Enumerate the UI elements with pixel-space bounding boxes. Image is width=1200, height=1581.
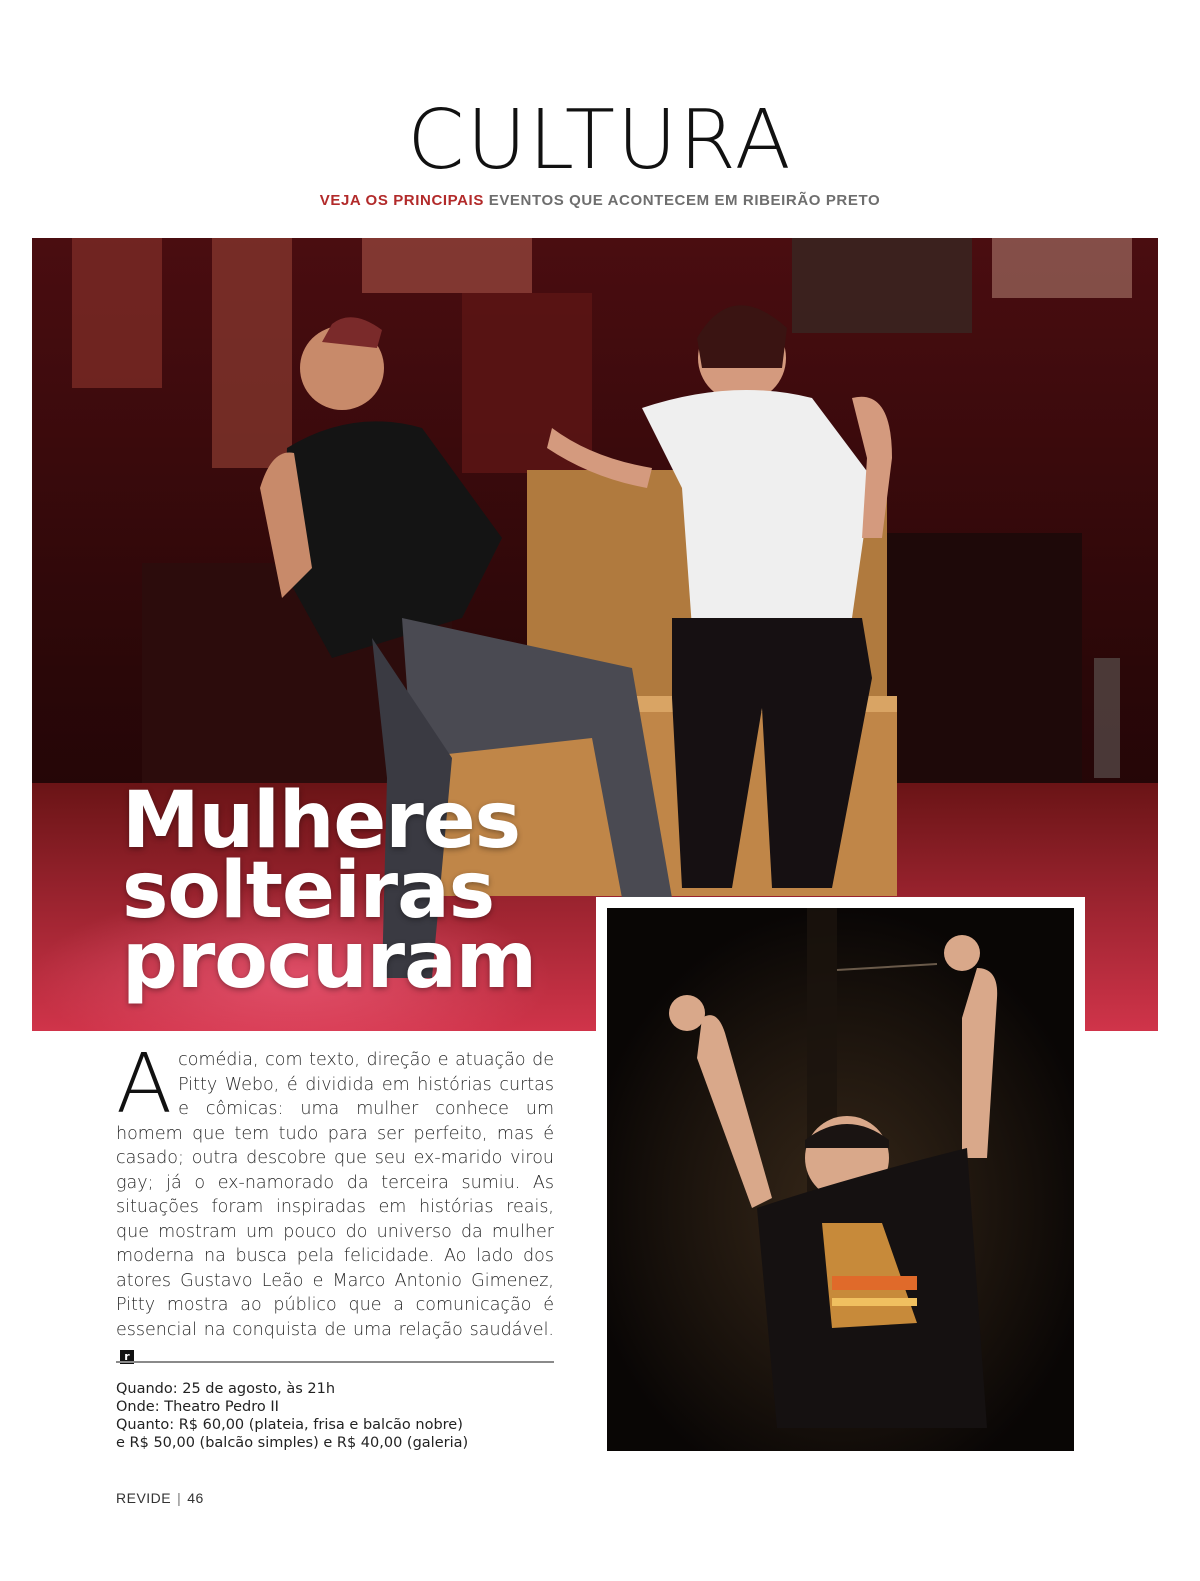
subtitle-accent: VEJA OS PRINCIPAIS	[319, 192, 484, 209]
event-info	[116, 1380, 576, 1452]
article-headline	[122, 776, 537, 1006]
drop-cap: A	[116, 1037, 173, 1132]
page-number: 46	[187, 1490, 204, 1506]
inset-photo	[607, 908, 1074, 1451]
headline-line-2: solteiras	[122, 846, 495, 936]
section-title: CULTURA	[407, 93, 793, 188]
magazine-name: REVIDE	[116, 1490, 172, 1506]
event-price-1: Quanto: R$ 60,00 (plateia, frisa e balcão nobre)	[116, 1417, 463, 1433]
event-when: Quando: 25 de agosto, às 21h	[116, 1381, 336, 1397]
footer-separator: |	[177, 1490, 182, 1506]
subtitle-rest: EVENTOS QUE ACONTECEM EM RIBEIRÃO PRETO	[488, 192, 881, 209]
headline-line-1: Mulheres	[122, 776, 521, 866]
article-body-text: comédia, com texto, direção e atuação de Pitty Webo, é dividida em histórias curtas e cômicas: uma mulher conhece um homem que tem tudo para ser perfeito, mas é casado; outra descobre que seu ex-marido virou gay; já o ex-namorado da terceira sumiu. As situações foram inspiradas em histórias reais, que mostram um pouco do universo da mulher moderna na busca pela felicidade. Ao lado dos atores Gustavo Leão e Marco Antonio Gimenez, Pitty mostra ao público que a comunicação é essencial na conquista de uma relação saudável.	[116, 1050, 554, 1340]
headline-line-3: procuram	[122, 916, 537, 1006]
performer-illustration	[607, 908, 1074, 1451]
event-where: Onde: Theatro Pedro II	[116, 1399, 279, 1415]
section-subtitle	[0, 192, 1200, 209]
article-body	[116, 1037, 554, 1367]
event-price-2: e R$ 50,00 (balcão simples) e R$ 40,00 (galeria)	[116, 1435, 469, 1451]
end-mark-icon: r	[120, 1350, 134, 1364]
info-divider	[116, 1361, 554, 1363]
page-footer	[116, 1490, 204, 1506]
